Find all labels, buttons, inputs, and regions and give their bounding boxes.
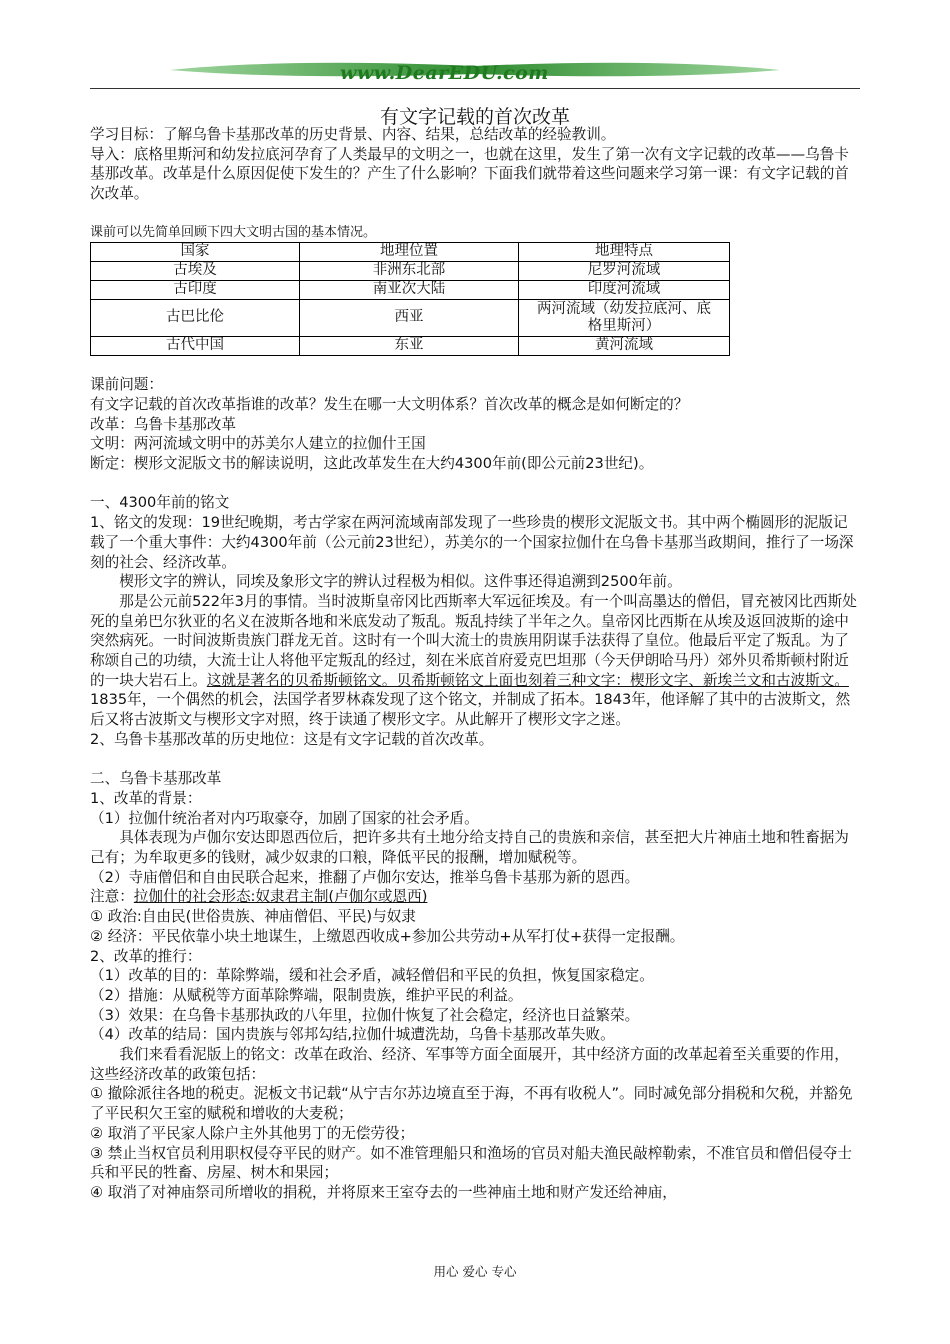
list-item: （3）效果：在乌鲁卡基那执政的八年里，拉伽什恢复了社会稳定，经济也日益繁荣。 bbox=[90, 1006, 640, 1024]
underlined-text: 拉伽什的社会形态:奴隶君主制(卢伽尔或恩西) bbox=[133, 888, 428, 906]
site-logo-text: www.DearEDU.com bbox=[340, 62, 549, 84]
paragraph: 具体表现为卢伽尔安达即恩西位后，把许多共有土地分给支持自己的贵族和亲信，甚至把大片神庙土地和牲畜据为己有；为牟取更多的钱财，减少奴隶的口粮，降低平民的报酬，增加赋税等。 bbox=[90, 829, 849, 867]
table-header: 地理位置 bbox=[300, 242, 519, 261]
subheading: 2、改革的推行： bbox=[90, 947, 202, 965]
table-row bbox=[91, 336, 730, 355]
paragraph: （1）拉伽什统治者对内巧取豪夺，加剧了国家的社会矛盾。 bbox=[90, 809, 479, 827]
note-prefix: 注意： bbox=[90, 888, 134, 906]
list-item: ① 政治:自由民(世俗贵族、神庙僧侣、平民)与奴隶 bbox=[90, 908, 416, 926]
answer-dating: 断定：楔形文泥版文书的解读说明，这此改革发生在大约4300年前(即公元前23世纪)。 bbox=[90, 455, 654, 472]
paragraph: 1、铭文的发现：19世纪晚期，考古学家在两河流域南部发现了一些珍贵的楔形文泥版文书。其中两个椭圆形的泥版记载了一个重大事件：大约4300年前（公元前23世纪），苏美尔的一个国家拉伽什在乌鲁卡基那当政期间，推行了一场深刻的社会、经济改革。 bbox=[90, 514, 854, 571]
paragraph: 2、乌鲁卡基那改革的历史地位：这是有文字记载的首次改革。 bbox=[90, 730, 494, 748]
table-caption: 课前可以先简单回顾下四大文明古国的基本情况。 bbox=[90, 224, 377, 240]
learning-goal: 学习目标：了解乌鲁卡基那改革的历史背景、内容、结果，总结改革的经验教训。 bbox=[90, 126, 616, 143]
subheading: 1、改革的背景： bbox=[90, 789, 202, 807]
table-cell: 西亚 bbox=[300, 299, 519, 336]
note bbox=[90, 887, 860, 907]
header-divider bbox=[90, 88, 860, 89]
list-item: ② 经济：平民依靠小块土地谋生，上缴恩西收成+参加公共劳动+从军打仗+获得一定报酬。 bbox=[90, 927, 685, 945]
paragraph: 楔形文字的辨认，同埃及象形文字的辨认过程极为相似。这件事还得追溯到2500年前。 bbox=[119, 573, 682, 591]
section-heading: 一、4300年前的铭文 bbox=[90, 494, 230, 512]
table-cell: 东亚 bbox=[300, 336, 519, 355]
table-cell: 古埃及 bbox=[91, 261, 300, 280]
table-row bbox=[91, 261, 730, 280]
underlined-text: 这就是著名的贝希斯顿铭文。贝希斯顿铭文上面也刻着三种文字：楔形文字、新埃兰文和古波斯文。 bbox=[206, 671, 849, 689]
paragraph: （2）寺庙僧侣和自由民联合起来，推翻了卢伽尔安达，推举乌鲁卡基那为新的恩西。 bbox=[90, 868, 640, 886]
table-cell: 两河流域（幼发拉底河、底格里斯河） bbox=[519, 299, 730, 336]
intro-paragraph: 导入：底格里斯河和幼发拉底河孕育了人类最早的文明之一，也就在这里，发生了第一次有文字记载的改革——乌鲁卡基那改革。改革是什么原因促使下发生的？产生了什么影响？下面我们就带着这些问题来学习第一课：有文字记载的首次改革。 bbox=[90, 145, 849, 203]
spacer bbox=[90, 750, 860, 770]
table-cell: 古巴比伦 bbox=[91, 299, 300, 336]
list-item: ① 撤除派往各地的税吏。泥板文书记载“从宁吉尔苏边境直至于海，不再有收税人”。同时减免部分捐税和欠税，并豁免了平民积欠王室的赋税和增收的大麦税； bbox=[90, 1085, 853, 1123]
table-row bbox=[91, 280, 730, 299]
page-footer: 用心 爱心 专心 bbox=[433, 1264, 517, 1279]
paragraph-text: 1835年，一个偶然的机会，法国学者罗林森发现了这个铭文，并制成了拓本。1843年，他译解了其中的古波斯文，然后又将古波斯文与楔形文字对照，终于读通了楔形文字。从此解开了楔形文字之迷。 bbox=[90, 691, 851, 729]
table-cell: 南亚次大陆 bbox=[300, 280, 519, 299]
table-cell: 非洲东北部 bbox=[300, 261, 519, 280]
table-header: 地理特点 bbox=[519, 242, 730, 261]
section-heading: 二、乌鲁卡基那改革 bbox=[90, 770, 222, 788]
answer-reform: 改革：乌鲁卡基那改革 bbox=[90, 415, 236, 433]
spacer bbox=[90, 356, 860, 376]
page-title: 有文字记载的首次改革 bbox=[379, 106, 570, 128]
list-item: ④ 取消了对神庙祭司所增收的捐税，并将原来王室夺去的一些神庙土地和财产发还给神庙， bbox=[90, 1183, 677, 1201]
pre-question: 有文字记载的首次改革指谁的改革？发生在哪一大文明体系？首次改革的概念是如何断定的？ bbox=[90, 395, 689, 413]
pre-questions-heading: 课前问题： bbox=[90, 376, 163, 394]
paragraph-text: 那是公元前522年3月的事情。当时波斯皇帝冈比西斯率大军远征埃及。有一个叫高墨达的僧侣，冒充被冈比西斯处死的皇弟巴尔狄亚的名义在波斯各地和米底发动了叛乱。叛乱持续了半年之久。皇帝冈比西斯在从埃及返回波斯的途中突然病死。一时间波斯贵族门群龙无首。这时有一个叫大流士的贵族用阴谋手法获得了皇位。他最后平定了叛乱。为了称颂自己的功绩，大流士让人将他平定叛乱的经过，刻在米底首府爱克巴坦那（今天伊朗哈马丹）郊外贝希斯顿村附近的一块大岩石上。 bbox=[90, 592, 857, 689]
list-item: ② 取消了平民家人除户主外其他男丁的无偿劳役； bbox=[90, 1124, 415, 1142]
table-cell: 尼罗河流域 bbox=[519, 261, 730, 280]
table-cell: 印度河流域 bbox=[519, 280, 730, 299]
table-row bbox=[91, 299, 730, 336]
answer-civilization: 文明：两河流域文明中的苏美尔人建立的拉伽什王国 bbox=[90, 435, 426, 453]
list-item: （1）改革的目的：革除弊端，缓和社会矛盾，减轻僧侣和平民的负担，恢复国家稳定。 bbox=[90, 967, 654, 985]
table-cell: 黄河流域 bbox=[519, 336, 730, 355]
table-cell: 古印度 bbox=[91, 280, 300, 299]
spacer bbox=[90, 204, 860, 224]
table-header: 国家 bbox=[91, 242, 300, 261]
civilizations-table bbox=[90, 242, 730, 356]
table-header-row bbox=[91, 242, 730, 261]
paragraph: 我们来看看泥版上的铭文：改革在政治、经济、军事等方面全面展开，其中经济方面的改革起着至关重要的作用，这些经济改革的政策包括： bbox=[90, 1046, 849, 1083]
table-cell: 古代中国 bbox=[91, 336, 300, 355]
paragraph bbox=[90, 592, 860, 730]
list-item: ③ 禁止当权官员利用职权侵夺平民的财产。如不准管理船只和渔场的官员对船夫渔民敲榨勒索，不准官员和僧侣侵夺士兵和平民的牲畜、房屋、树木和果园； bbox=[90, 1144, 853, 1182]
spacer bbox=[90, 474, 860, 494]
document-body bbox=[90, 125, 860, 1203]
list-item: （2）措施：从赋税等方面革除弊端，限制贵族，维护平民的利益。 bbox=[90, 986, 523, 1004]
list-item: （4）改革的结局：国内贵族与邻邦勾结,拉伽什城遭洗劫，乌鲁卡基那改革失败。 bbox=[90, 1026, 615, 1044]
